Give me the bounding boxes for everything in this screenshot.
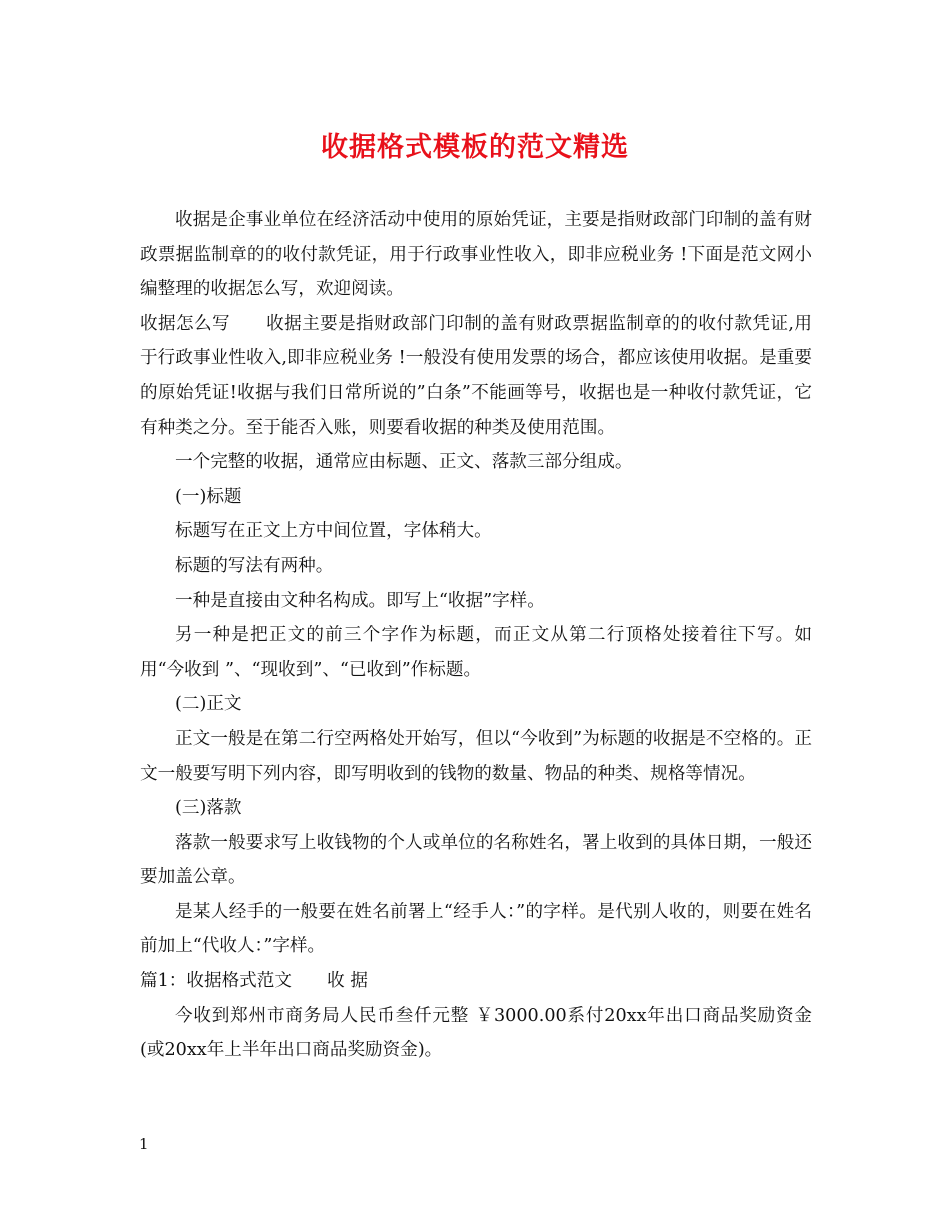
- example-heading: 篇1：收据格式范文 收 据: [140, 971, 368, 992]
- paragraph: 落款一般要求写上收钱物的个人或单位的名称姓名，署上收到的具体日期，一般还要加盖公章。: [140, 832, 812, 888]
- paragraph: 标题的写法有两种。: [175, 555, 334, 576]
- section-heading: (一)标题: [175, 486, 242, 507]
- paragraph: 一个完整的收据，通常应由标题、正文、落款三部分组成。: [175, 452, 633, 473]
- section-heading: (二)正文: [175, 694, 242, 715]
- paragraph: 一种是直接由文种名构成。即写上“收据”字样。: [175, 590, 545, 611]
- page-number: 1: [139, 1135, 149, 1153]
- section-heading: (三)落款: [175, 798, 242, 819]
- paragraph: 正文一般是在第二行空两格处开始写，但以“今收到”为标题的收据是不空格的。正文一般要写明下列内容，即写明收到的钱物的数量、物品的种类、规格等情况。: [140, 728, 812, 784]
- paragraph: 是某人经手的一般要在姓名前署上“经手人：”的字样。是代别人收的，则要在姓名前加上“代收人：”字样。: [140, 901, 812, 957]
- paragraph: 今收到郑州市商务局人民币叁仟元整 ￥3000.00系付20xx年出口商品奖励资金(或20xx年上半年出口商品奖励资金)。: [140, 1005, 812, 1061]
- document-body: [140, 203, 812, 1068]
- paragraph: 收据是企事业单位在经济活动中使用的原始凭证，主要是指财政部门印制的盖有财政票据监制章的的收付款凭证，用于行政事业性收入，即非应税业务 !下面是范文网小编整理的收据怎么写，欢迎阅读。: [140, 210, 812, 300]
- document-title: 收据格式模板的范文精选: [321, 132, 629, 163]
- paragraph: 另一种是把正文的前三个字作为标题，而正文从第二行顶格处接着往下写。如用“今收到 ”、“现收到”、“已收到”作标题。: [140, 625, 812, 680]
- paragraph: 标题写在正文上方中间位置，字体稍大。: [175, 521, 492, 542]
- paragraph: 收据怎么写 收据主要是指财政部门印制的盖有财政票据监制章的的收付款凭证,用于行政事业性收入,即非应税业务 !一般没有使用发票的场合，都应该使用收据。是重要的原始凭证!收据与我们日常所说的”白条”不能画等号，收据也是一种收付款凭证，它有种类之分。至于能否入账，则要看收据的种类及使用范围。: [140, 313, 812, 438]
